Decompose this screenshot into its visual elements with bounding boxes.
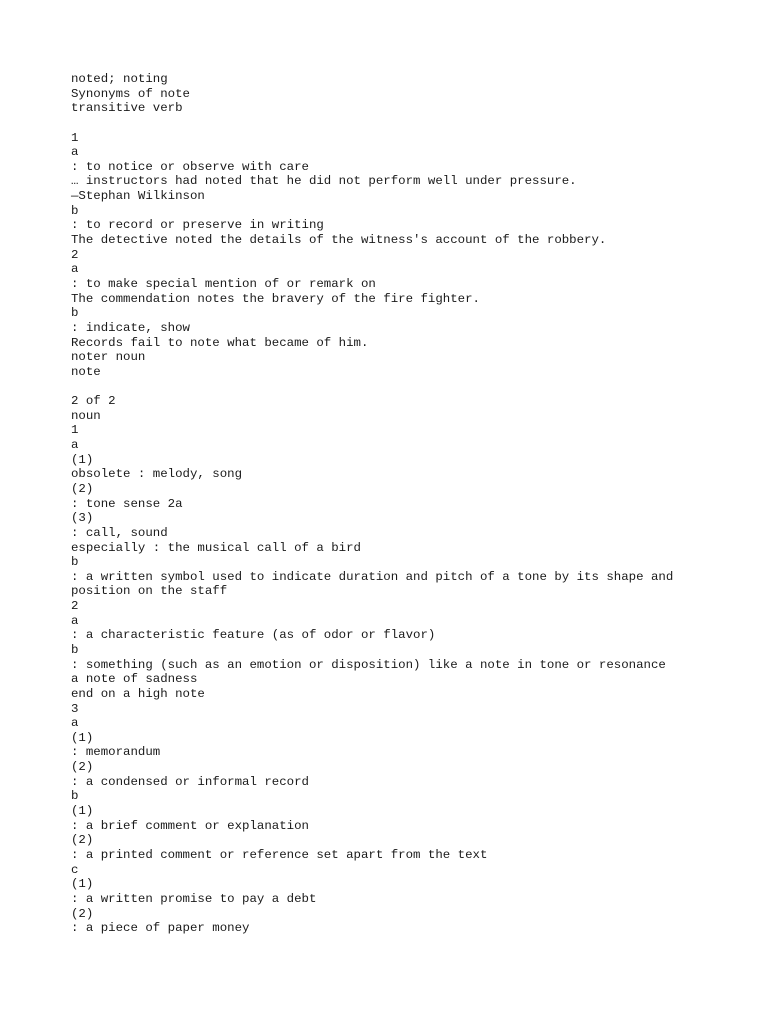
text-line: : a written symbol used to indicate duration and pitch of a tone by its shape and bbox=[71, 569, 674, 584]
text-line: a note of sadness bbox=[71, 672, 198, 687]
text-line: : a condensed or informal record bbox=[71, 774, 309, 789]
text-line: a bbox=[71, 716, 79, 731]
text-line: : something (such as an emotion or disposition) like a note in tone or resonance bbox=[71, 657, 666, 672]
text-line: a bbox=[71, 262, 79, 277]
text-line: : a characteristic feature (as of odor or flavor) bbox=[71, 628, 436, 643]
text-line: transitive verb bbox=[71, 101, 183, 116]
text-line: noter noun bbox=[71, 350, 146, 365]
text-line: : tone sense 2a bbox=[71, 496, 183, 511]
text-line: b bbox=[71, 203, 79, 218]
text-line: (1) bbox=[71, 730, 94, 745]
text-line: (2) bbox=[71, 906, 94, 921]
text-line: especially : the musical call of a bird bbox=[71, 540, 361, 555]
text-line: : a written promise to pay a debt bbox=[71, 891, 317, 906]
text-line: : to make special mention of or remark on bbox=[71, 276, 376, 291]
text-line: 2 of 2 bbox=[71, 394, 116, 409]
text-line: (1) bbox=[71, 877, 94, 892]
text-line: noun bbox=[71, 408, 101, 423]
text-line: b bbox=[71, 555, 79, 570]
text-line: (2) bbox=[71, 481, 94, 496]
text-line: … instructors had noted that he did not perform well under pressure. bbox=[71, 174, 577, 189]
text-line: a bbox=[71, 613, 79, 628]
text-line: c bbox=[71, 862, 79, 877]
text-line: b bbox=[71, 642, 79, 657]
text-line: Records fail to note what became of him. bbox=[71, 335, 369, 350]
text-line: Synonyms of note bbox=[71, 86, 190, 101]
text-line: : a printed comment or reference set apart from the text bbox=[71, 847, 488, 862]
text-line: : to notice or observe with care bbox=[71, 159, 309, 174]
text-line: : memorandum bbox=[71, 745, 161, 760]
text-line: 2 bbox=[71, 247, 79, 262]
text-line: 1 bbox=[71, 423, 79, 438]
text-line: a bbox=[71, 438, 79, 453]
text-line: position on the staff bbox=[71, 584, 228, 599]
text-line: : to record or preserve in writing bbox=[71, 218, 324, 233]
text-line: end on a high note bbox=[71, 686, 205, 701]
text-line: (2) bbox=[71, 760, 94, 775]
text-line: a bbox=[71, 145, 79, 160]
blank-line bbox=[71, 379, 751, 394]
text-line: The commendation notes the bravery of the fire fighter. bbox=[71, 291, 480, 306]
text-line: : indicate, show bbox=[71, 320, 190, 335]
text-line: (1) bbox=[71, 452, 94, 467]
text-line: b bbox=[71, 789, 79, 804]
text-line: b bbox=[71, 306, 79, 321]
text-line: : a piece of paper money bbox=[71, 921, 250, 936]
text-line: (1) bbox=[71, 804, 94, 819]
text-line: (2) bbox=[71, 833, 94, 848]
text-line: The detective noted the details of the witness's account of the robbery. bbox=[71, 233, 607, 248]
document-body bbox=[71, 72, 751, 936]
text-line: (3) bbox=[71, 511, 94, 526]
text-line: 3 bbox=[71, 701, 79, 716]
text-line: obsolete : melody, song bbox=[71, 467, 243, 482]
text-line: 2 bbox=[71, 599, 79, 614]
blank-line bbox=[71, 116, 751, 131]
text-line: 1 bbox=[71, 130, 79, 145]
text-line: : a brief comment or explanation bbox=[71, 818, 309, 833]
text-line: noted; noting bbox=[71, 72, 168, 86]
text-line: : call, sound bbox=[71, 525, 168, 540]
text-line: —Stephan Wilkinson bbox=[71, 189, 205, 204]
text-line: note bbox=[71, 364, 101, 379]
